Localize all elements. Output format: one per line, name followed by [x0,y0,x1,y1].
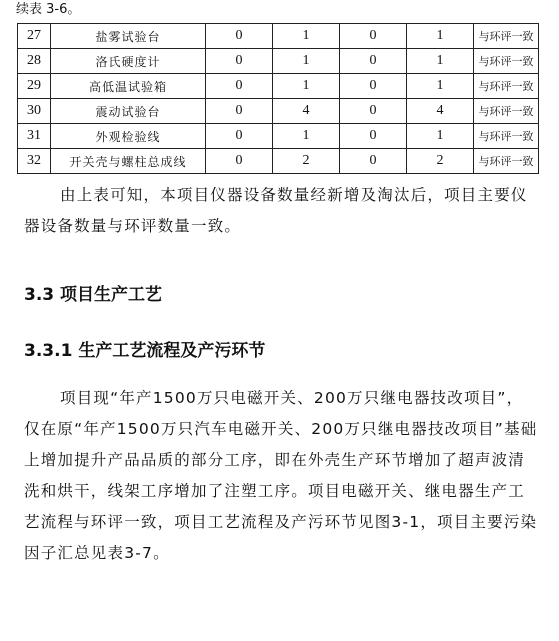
cell-value: 1 [273,74,340,99]
table-row [18,99,539,124]
table-row [18,49,539,74]
cell-no: 28 [18,49,51,74]
table-row [18,24,539,49]
cell-no: 30 [18,99,51,124]
cell-value: 0 [206,24,273,49]
cell-equipment-name: 外观检验线 [51,124,206,149]
cell-note: 与环评一致 [474,49,539,74]
cell-note: 与环评一致 [474,99,539,124]
cell-value: 1 [273,124,340,149]
cell-equipment-name: 盐雾试验台 [51,24,206,49]
table-row [18,149,539,174]
subsection-heading: 3.3.1 生产工艺流程及产污环节 [24,341,266,361]
cell-value: 1 [273,49,340,74]
cell-value: 0 [206,124,273,149]
cell-value: 4 [273,99,340,124]
cell-value: 2 [273,149,340,174]
equipment-table [17,23,539,174]
cell-value: 0 [340,49,407,74]
summary-paragraph: 由上表可知，本项目仪器设备数量经新增及淘汰后，项目主要仪器设备数量与环评数量一致。 [24,186,528,235]
cell-note: 与环评一致 [474,74,539,99]
cell-value: 0 [340,24,407,49]
cell-value: 0 [206,74,273,99]
cell-note: 与环评一致 [474,24,539,49]
table-body [18,24,539,174]
cell-value: 1 [407,74,474,99]
cell-equipment-name: 震动试验台 [51,99,206,124]
cell-value: 0 [340,99,407,124]
cell-value: 1 [407,124,474,149]
table-caption: 续表 3-6。 [16,2,81,17]
cell-value: 0 [340,124,407,149]
cell-value: 0 [340,149,407,174]
cell-no: 31 [18,124,51,149]
section-heading: 3.3 项目生产工艺 [24,285,163,305]
cell-value: 4 [407,99,474,124]
cell-value: 1 [407,24,474,49]
cell-note: 与环评一致 [474,124,539,149]
cell-value: 0 [340,74,407,99]
cell-equipment-name: 开关壳与螺柱总成线 [51,149,206,174]
cell-no: 27 [18,24,51,49]
table-row [18,124,539,149]
cell-value: 0 [206,99,273,124]
cell-value: 0 [206,149,273,174]
cell-value: 0 [206,49,273,74]
cell-value: 1 [407,49,474,74]
body-paragraph: 项目现“年产1500万只电磁开关、200万只继电器技改项目”，仅在原“年产1500万只汽车电磁开关、200万只继电器技改项目”基础上增加提升产品品质的部分工序，即在外壳生产环节增加了超声波清洗和烘干，线架工序增加了注塑工序。项目电磁开关、继电器生产工艺流程与环评一致，项目工艺流程及产污环节见图3-1，项目主要污染因子汇总见表3-7。 [24,389,538,562]
cell-no: 29 [18,74,51,99]
cell-note: 与环评一致 [474,149,539,174]
table-row [18,74,539,99]
cell-no: 32 [18,149,51,174]
cell-value: 1 [273,24,340,49]
cell-equipment-name: 高低温试验箱 [51,74,206,99]
cell-value: 2 [407,149,474,174]
cell-equipment-name: 洛氏硬度计 [51,49,206,74]
